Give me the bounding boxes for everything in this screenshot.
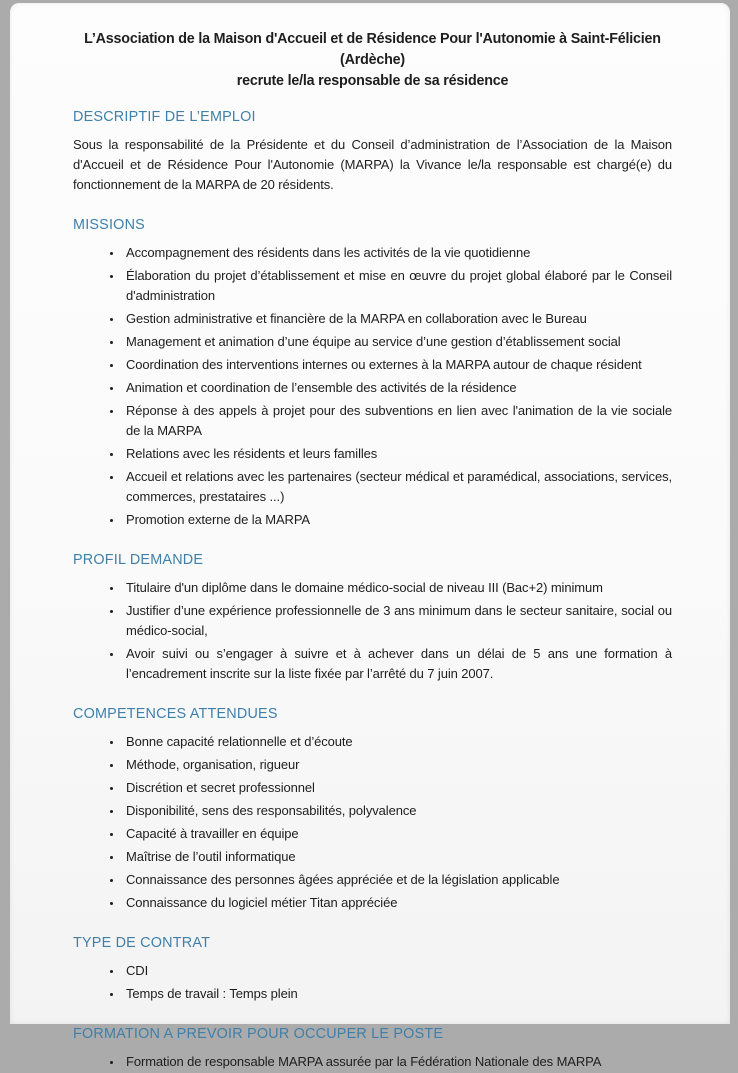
bullet-list [73,732,672,913]
list-item: • Élaboration du projet d’établissement et mise en œuvre du projet global élaboré par le Conseil d'administration [123,266,672,306]
list-item: • Accompagnement des résidents dans les activités de la vie quotidienne [123,243,672,263]
list-item: • Capacité à travailler en équipe [123,824,672,844]
list-item: • CDI [123,961,672,981]
list-item: • Management et animation d’une équipe au service d’une gestion d’établissement social [123,332,672,352]
list-item: • Connaissance des personnes âgées appréciée et de la législation applicable [123,870,672,890]
bullet-list [73,1052,672,1072]
document-content [10,3,730,1072]
list-item: • Titulaire d'un diplôme dans le domaine médico-social de niveau III (Bac+2) minimum [123,578,672,598]
section [73,935,672,1004]
bullet-list [73,961,672,1004]
list-item: • Relations avec les résidents et leurs familles [123,444,672,464]
list-item: • Animation et coordination de l’ensemble des activités de la résidence [123,378,672,398]
list-item: • Temps de travail : Temps plein [123,984,672,1004]
list-item: • Formation de responsable MARPA assurée par la Fédération Nationale des MARPA [123,1052,672,1072]
section [73,706,672,913]
document-page [10,3,730,1069]
list-item: • Justifier d’une expérience professionnelle de 3 ans minimum dans le secteur sanitaire, social ou médico-social, [123,601,672,641]
section [73,1026,672,1072]
list-item: • Promotion externe de la MARPA [123,510,672,530]
sections-container [73,109,672,1072]
section-heading: COMPETENCES ATTENDUES [73,706,278,722]
list-item: • Disponibilité, sens des responsabilités, polyvalence [123,801,672,821]
section-heading: MISSIONS [73,217,145,233]
document-title-line1: L’Association de la Maison d'Accueil et de Résidence Pour l'Autonomie à Saint-Félicien (Ardèche) [84,31,661,68]
bullet-list [73,243,672,530]
section-heading: TYPE DE CONTRAT [73,935,211,951]
list-item: • Coordination des interventions internes ou externes à la MARPA autour de chaque résident [123,355,672,375]
list-item: • Discrétion et secret professionnel [123,778,672,798]
list-item: • Connaissance du logiciel métier Titan appréciée [123,893,672,913]
section [73,552,672,684]
section-heading: DESCRIPTIF DE L’EMPLOI [73,109,256,125]
list-item: • Gestion administrative et financière de la MARPA en collaboration avec le Bureau [123,309,672,329]
document-title-line2: recrute le/la responsable de sa résidence [236,73,509,89]
section-heading: PROFIL DEMANDE [73,552,204,568]
list-item: • Bonne capacité relationnelle et d’écoute [123,732,672,752]
list-item: • Réponse à des appels à projet pour des subventions en lien avec l'animation de la vie sociale de la MARPA [123,401,672,441]
section-heading: FORMATION A PREVOIR POUR OCCUPER LE POSTE [73,1026,444,1042]
list-item: • Avoir suivi ou s’engager à suivre et à achever dans un délai de 5 ans une formation à l’encadrement inscrite sur la liste fixée par l’arrêté du 7 juin 2007. [123,644,672,684]
list-item: • Accueil et relations avec les partenaires (secteur médical et paramédical, associations, services, commerces, prestataires ...) [123,467,672,507]
section-paragraph: Sous la responsabilité de la Présidente et du Conseil d’administration de l’Association de la Maison d'Accueil et de Résidence Pour l'Autonomie (MARPA) la Vivance le/la responsable est chargé(e) du fonctionnement de la MARPA de 20 résidents. [73,137,672,192]
list-item: • Maîtrise de l’outil informatique [123,847,672,867]
list-item: • Méthode, organisation, rigueur [123,755,672,775]
bullet-list [73,578,672,684]
document-title [73,29,672,92]
section [73,109,672,195]
section [73,217,672,530]
